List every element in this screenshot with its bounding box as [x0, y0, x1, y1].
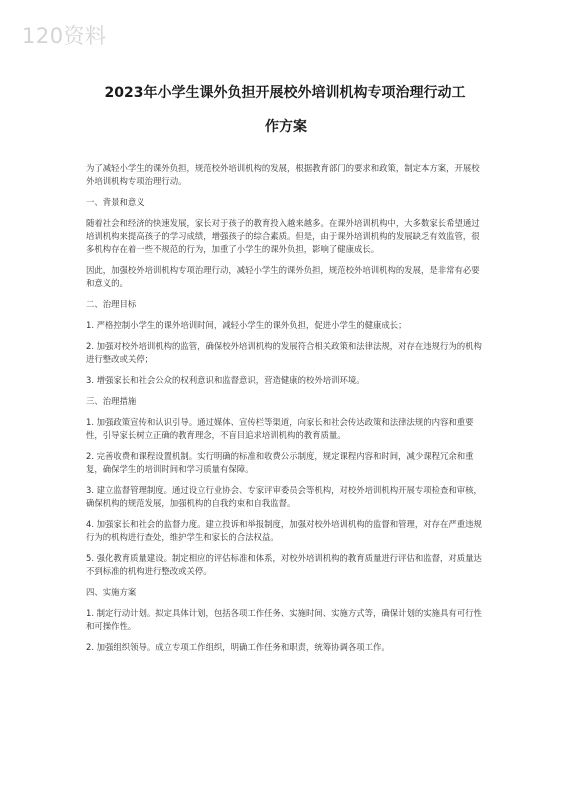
body-paragraph: 3. 建立监督管理制度。通过设立行业协会、专家评审委员会等机构，对校外培训机构开展专项检查和审核，确保机构的规范发展，加强机构的自我约束和自我监督。 [86, 485, 482, 508]
body-paragraph: 1. 加强政策宣传和认识引导。通过媒体、宣传栏等渠道，向家长和社会传达政策和法律法规的内容和重要性，引导家长树立正确的教育理念，不盲目追求培训机构的教育质量。 [86, 417, 474, 440]
body-paragraph: 随着社会和经济的快速发展，家长对于孩子的教育投入越来越多。在课外培训机构中，大多数家长希望通过培训机构来提高孩子的学习成绩，增强孩子的综合素质。但是，由于课外培训机构的发展缺乏有效监管，很多机构存在着一些不规范的行为，加重了小学生的课外负担，影响了健康成长。 [86, 218, 480, 254]
body-paragraph: 2. 完善收费和课程设置机制。实行明确的标准和收费公示制度，规定课程内容和时间，减少课程冗余和重复，确保学生的培训时间和学习质量有保障。 [86, 451, 474, 474]
document-title-line-2: 作方案 [265, 119, 307, 135]
body-paragraph: 1. 制定行动计划。拟定具体计划，包括各项工作任务、实施时间、实施方式等，确保计划的实施具有可行性和可操作性。 [86, 608, 482, 631]
body-paragraph: 2. 加强组织领导。成立专项工作组织，明确工作任务和职责，统筹协调各项工作。 [86, 642, 390, 652]
section-heading: 二、治理目标 [86, 299, 137, 309]
section-heading: 三、治理措施 [86, 396, 137, 406]
section-heading: 四、实施方案 [86, 587, 137, 597]
document-title-line-1: 2023年小学生课外负担开展校外培训机构专项治理行动工 [104, 85, 466, 101]
body-paragraph: 为了减轻小学生的课外负担，规范校外培训机构的发展，根据教育部门的要求和政策，制定本方案，开展校外培训机构专项治理行动。 [86, 163, 480, 186]
body-paragraph: 5. 强化教育质量建设。制定相应的评估标准和体系，对校外培训机构的教育质量进行评估和监督，对质量达不到标准的机构进行整改或关停。 [86, 553, 482, 576]
body-paragraph: 3. 增强家长和社会公众的权利意识和监督意识，营造健康的校外培训环境。 [86, 375, 365, 385]
body-paragraph: 4. 加强家长和社会的监督力度。建立投诉和举报制度，加强对校外培训机构的监督和管理，对存在严重违规行为的机构进行查处，维护学生和家长的合法权益。 [86, 519, 482, 542]
watermark-logo-text: 120资料 [22, 24, 107, 48]
body-paragraph: 1. 严格控制小学生的课外培训时间，减轻小学生的课外负担，促进小学生的健康成长； [86, 320, 407, 330]
document-body [86, 162, 486, 662]
body-paragraph: 2. 加强对校外培训机构的监管，确保校外培训机构的发展符合相关政策和法律法规，对存在违规行为的机构进行整改或关停； [86, 341, 482, 364]
section-heading: 一、背景和意义 [86, 197, 145, 207]
body-paragraph: 因此，加强校外培训机构专项治理行动，减轻小学生的课外负担，规范校外培训机构的发展，是非常有必要和意义的。 [86, 265, 480, 288]
